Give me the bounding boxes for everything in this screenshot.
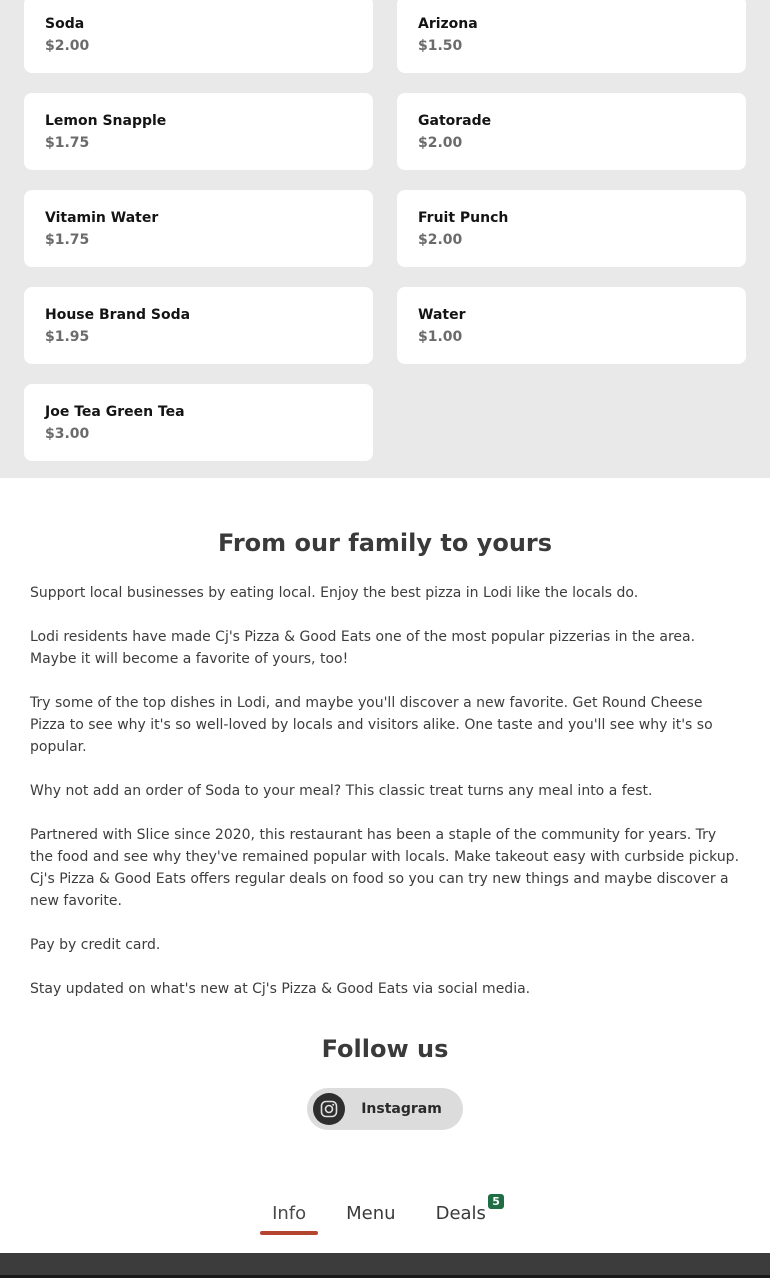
menu-item-card[interactable] [397,93,746,170]
menu-item-name: Joe Tea Green Tea [45,404,185,420]
menu-item-price: $3.00 [45,426,90,442]
menu-item-name: Gatorade [418,113,492,129]
footer-bar [0,1253,770,1278]
menu-item-card[interactable] [24,384,373,461]
page-tabs [0,1195,764,1232]
menu-item-name: Lemon Snapple [45,113,167,129]
tab-deals[interactable] [424,1195,500,1232]
about-paragraph: Pay by credit card. [30,937,161,953]
about-paragraph: Try some of the top dishes in Lodi, and maybe you'll discover a new favorite. Get Round Cheese Pizza to see why it's so well-loved by locals and visitors alike. One taste and you'll see why it's so popular. [30,695,713,755]
menu-item-price: $1.75 [45,135,90,151]
menu-item-card[interactable] [24,190,373,267]
tab-menu-label: Menu [346,1203,396,1224]
about-paragraph: Support local businesses by eating local. Enjoy the best pizza in Lodi like the locals do. [30,585,639,601]
menu-item-price: $1.95 [45,329,90,345]
menu-item-name: Arizona [418,16,478,32]
menu-item-card[interactable] [397,190,746,267]
menu-item-name: Vitamin Water [45,210,159,226]
menu-item-card[interactable] [24,0,373,73]
menu-items-section [0,0,770,478]
about-paragraph: Lodi residents have made Cj's Pizza & Good Eats one of the most popular pizzerias in the area. Maybe it will become a favorite of yours, too! [30,629,696,667]
instagram-button[interactable] [307,1088,463,1130]
instagram-icon [313,1093,345,1125]
about-title: From our family to yours [217,529,553,557]
follow-title: Follow us [321,1035,449,1063]
about-paragraphs [30,582,740,1000]
menu-item-price: $1.00 [418,329,463,345]
social-links [0,1088,770,1130]
menu-item-price: $2.00 [45,38,90,54]
about-section [0,528,770,1000]
menu-item-name: Water [418,307,466,323]
menu-item-card[interactable] [397,0,746,73]
menu-item-name: House Brand Soda [45,307,191,323]
menu-item-card[interactable] [397,287,746,364]
about-paragraph: Why not add an order of Soda to your meal? This classic treat turns any meal into a fest. [30,783,653,799]
follow-section [0,1034,770,1130]
menu-item-price: $1.50 [418,38,463,54]
about-paragraph: Stay updated on what's new at Cj's Pizza & Good Eats via social media. [30,981,531,997]
menu-item-price: $2.00 [418,135,463,151]
instagram-glyph [320,1100,338,1118]
menu-item-price: $1.75 [45,232,90,248]
menu-items-grid [24,0,746,461]
deals-count-badge: 5 [488,1194,504,1209]
tab-menu[interactable] [334,1202,407,1232]
instagram-label: Instagram [361,1101,442,1117]
menu-item-name: Soda [45,16,85,32]
menu-item-card[interactable] [24,93,373,170]
menu-item-price: $2.00 [418,232,463,248]
menu-item-name: Fruit Punch [418,210,509,226]
about-paragraph: Partnered with Slice since 2020, this restaurant has been a staple of the community for years. Try the food and see why they've remained popular with locals. Make takeout easy with curbside pickup. Cj's Pizza & Good Eats offers regular deals on food so you can try new things and maybe discover a new favorite. [30,827,740,909]
tab-info-label: Info [272,1203,307,1224]
tab-info[interactable] [260,1202,318,1232]
tab-deals-label: Deals [435,1203,486,1224]
menu-item-card[interactable] [24,287,373,364]
